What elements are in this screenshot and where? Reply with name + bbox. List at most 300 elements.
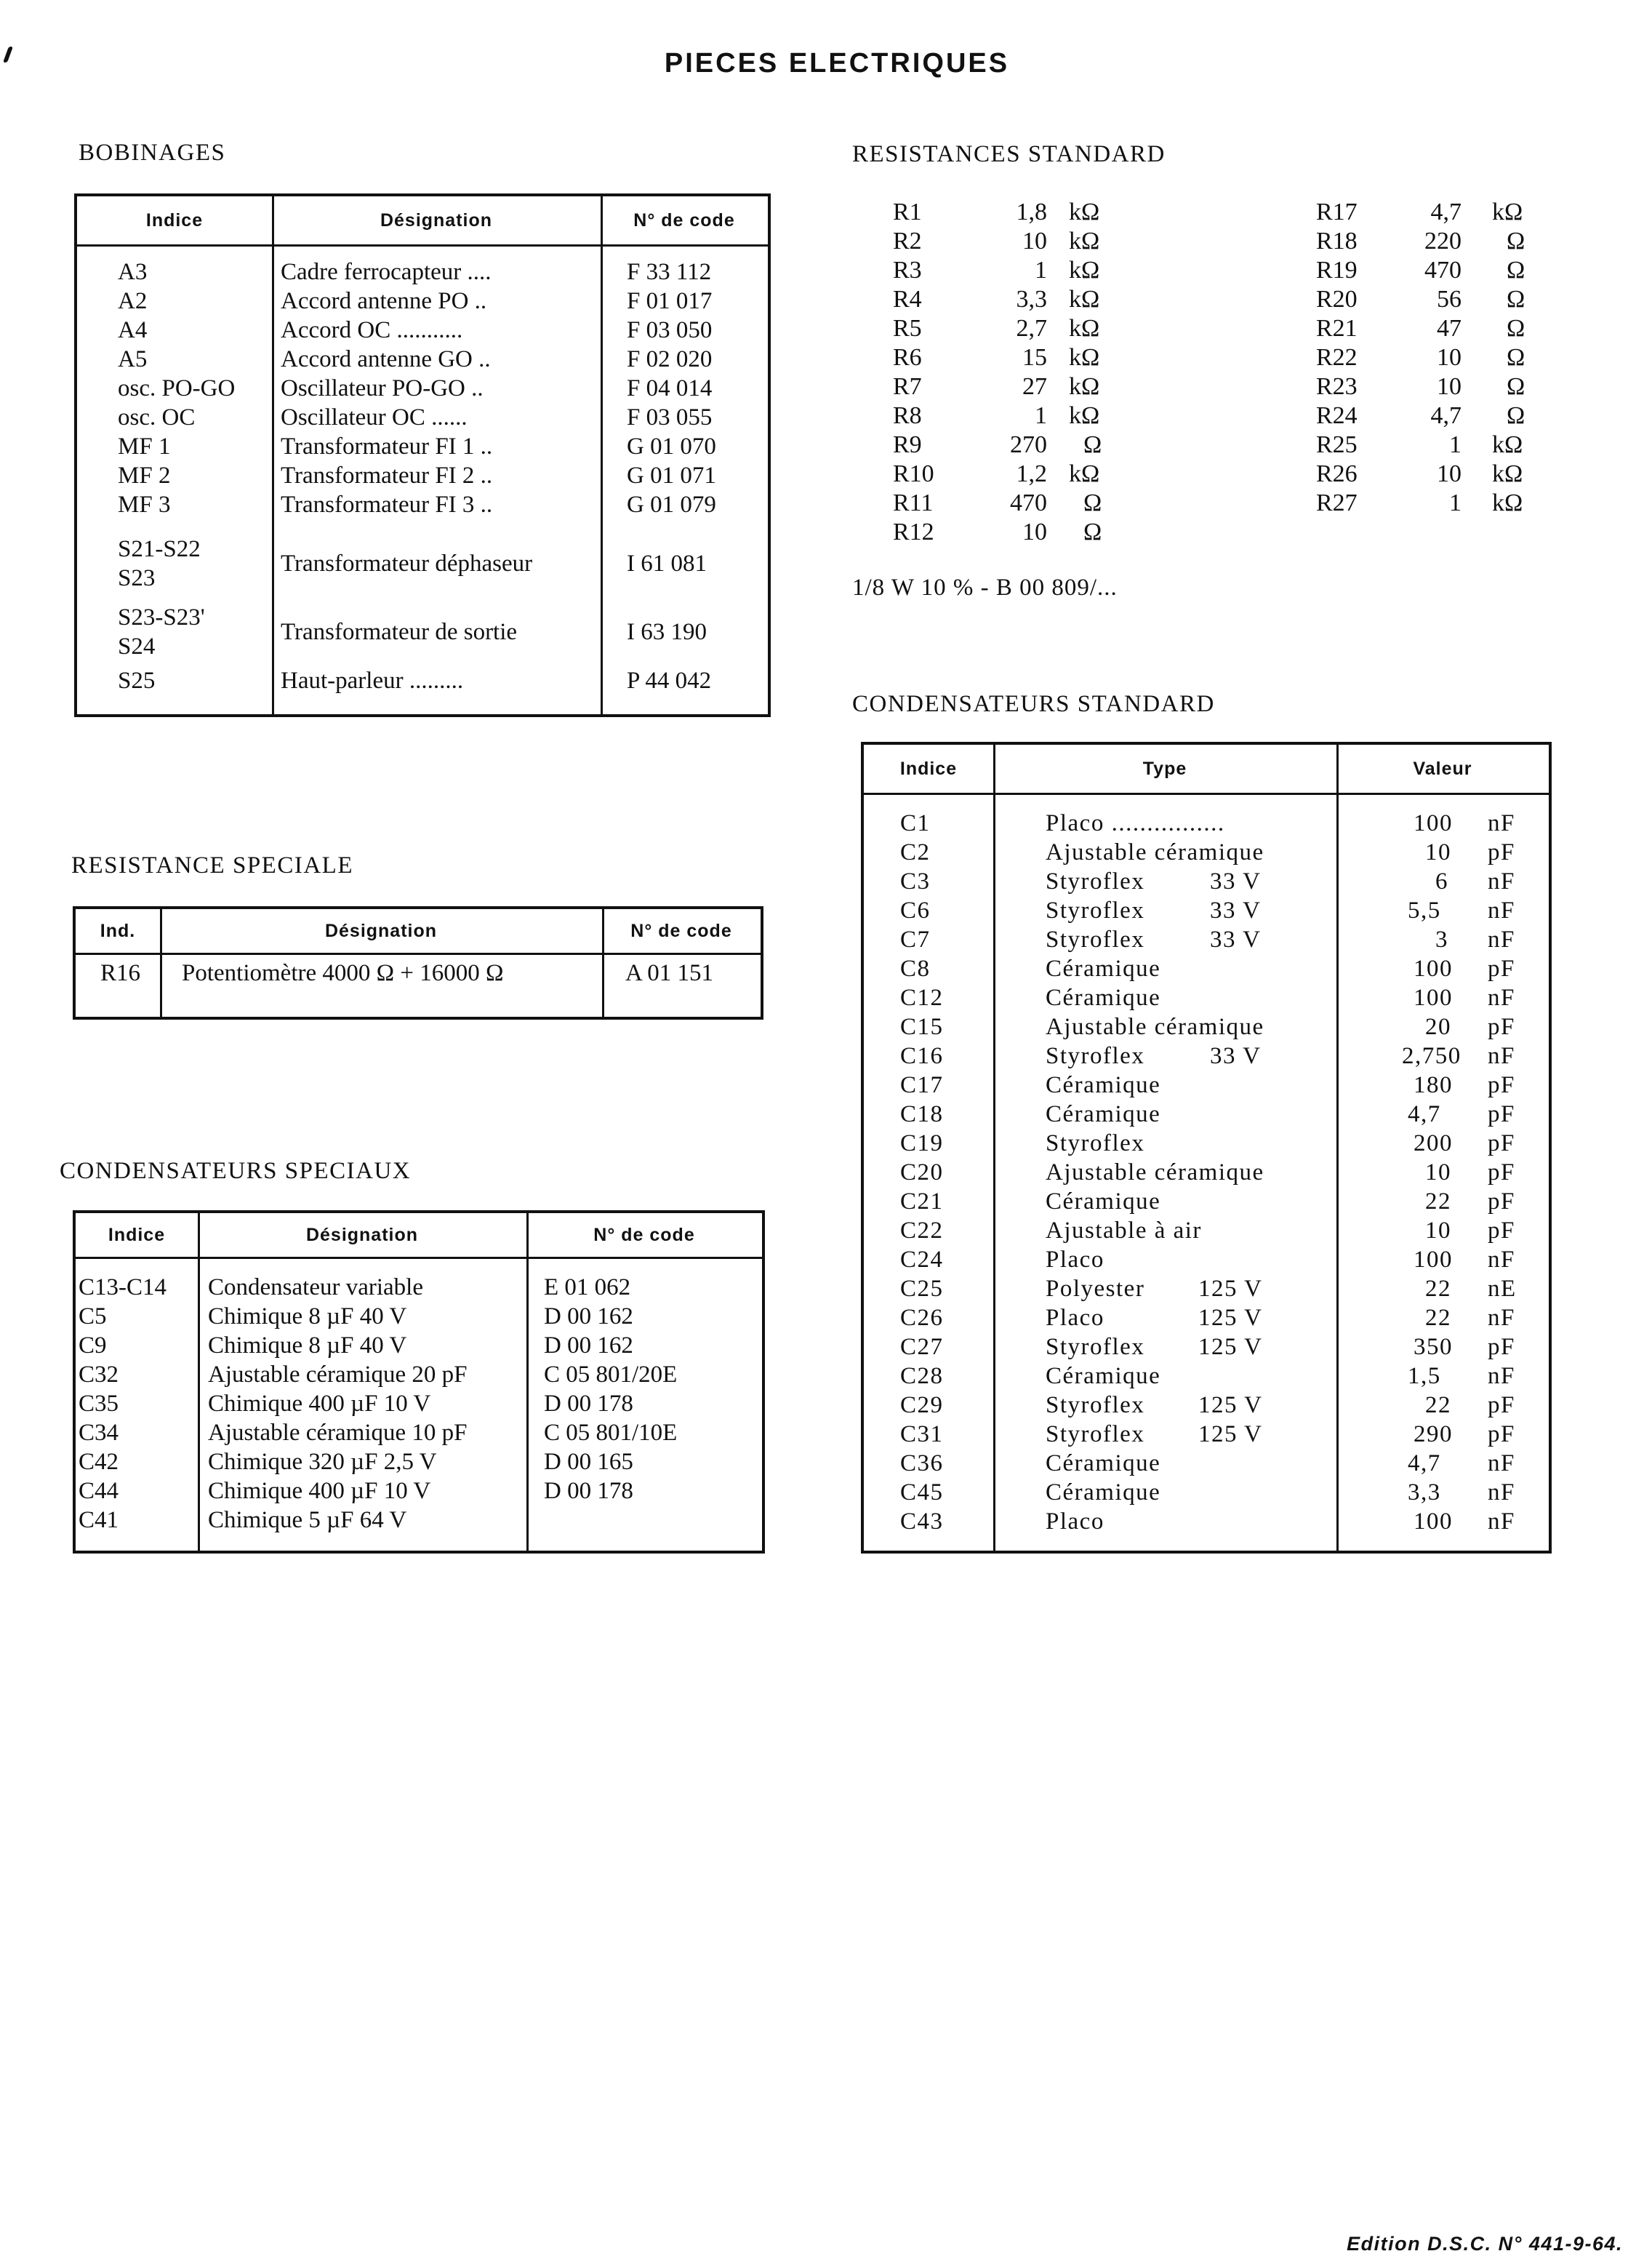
table-row	[76, 1447, 762, 1476]
column-header: Désignation	[380, 210, 493, 231]
designation-cell	[208, 1302, 406, 1331]
table-row	[864, 1129, 1549, 1158]
resistor-ref: R9	[893, 431, 922, 458]
voltage-cell: 33 V	[1210, 868, 1262, 895]
indice-text: S23	[118, 565, 156, 591]
resistor-ref: R3	[893, 257, 922, 284]
value-cell: 10	[1425, 1218, 1451, 1244]
indice-cell: C25	[900, 1276, 944, 1302]
resistor-ref: R10	[893, 460, 934, 487]
type-cell: Ajustable à air	[1046, 1218, 1202, 1244]
voltage-cell: 33 V	[1210, 927, 1262, 953]
resistor-ref: R1	[893, 199, 922, 225]
designation-cell	[208, 1447, 437, 1476]
table-row	[864, 1216, 1549, 1245]
table-row	[864, 1274, 1549, 1303]
unit-cell: nF	[1488, 810, 1515, 836]
condensateurs-speciaux-table	[73, 1210, 765, 1554]
resistor-item	[0, 343, 1652, 372]
type-cell: Styroflex	[1046, 897, 1145, 924]
designation-text: Chimique 8 µF 40 V	[208, 1332, 407, 1359]
resistor-unit: Ω	[1507, 228, 1525, 255]
voltage-cell: 33 V	[1210, 1043, 1262, 1069]
indice-cell	[79, 1447, 119, 1476]
resistor-value: 10	[1022, 228, 1047, 255]
unit-cell: nE	[1488, 1276, 1517, 1302]
indice-cell: C22	[900, 1218, 944, 1244]
value-cell: 100	[1414, 956, 1453, 982]
resistor-unit: kΩ	[1069, 199, 1100, 225]
type-cell: Céramique	[1046, 956, 1161, 982]
resistor-ref: R6	[893, 344, 922, 371]
header-divider	[76, 953, 761, 955]
unit-cell: pF	[1488, 1101, 1515, 1127]
resistor-ref: R19	[1316, 257, 1358, 284]
value-cell: 20	[1425, 1014, 1451, 1040]
resistor-value: 470	[1010, 489, 1047, 516]
indice-text: S21-S22	[118, 536, 201, 562]
table-row	[864, 1449, 1549, 1478]
designation-text: Cadre ferrocapteur ....	[281, 259, 492, 285]
type-cell: Styroflex	[1046, 1421, 1145, 1447]
resistor-ref: R23	[1316, 373, 1358, 400]
table-row	[864, 1012, 1549, 1041]
unit-cell: pF	[1488, 1218, 1515, 1244]
unit-cell: pF	[1488, 1014, 1515, 1040]
indice-text: R16	[100, 960, 141, 986]
resistor-unit: Ω	[1507, 402, 1525, 429]
designation-text: Chimique 320 µF 2,5 V	[208, 1449, 437, 1475]
code-cell	[544, 1273, 630, 1302]
indice-cell	[79, 1389, 119, 1418]
resistor-unit: kΩ	[1069, 228, 1100, 255]
code-text: C 05 801/20E	[544, 1362, 678, 1388]
unit-cell: nF	[1488, 868, 1515, 895]
designation-cell	[208, 1418, 468, 1447]
resistor-unit: Ω	[1083, 519, 1102, 545]
resistor-unit: Ω	[1083, 489, 1102, 516]
indice-cell	[100, 959, 140, 988]
resistor-item	[0, 431, 1652, 460]
resistance-speciale-heading: RESISTANCE SPECIALE	[71, 852, 353, 879]
unit-cell: pF	[1488, 1072, 1515, 1098]
code-text: F 03 055	[627, 404, 713, 431]
type-cell: Ajustable céramique	[1046, 839, 1264, 865]
unit-cell: nF	[1488, 985, 1515, 1011]
code-cell	[627, 598, 707, 666]
value-cell: 22	[1425, 1392, 1451, 1418]
code-text: D 00 178	[544, 1391, 633, 1417]
type-cell: Styroflex	[1046, 1130, 1145, 1156]
table-row	[864, 1478, 1549, 1507]
resistances-note: 1/8 W 10 % - B 00 809/...	[852, 575, 1118, 601]
code-text: D 00 165	[544, 1449, 633, 1475]
resistor-ref: R27	[1316, 489, 1358, 516]
indice-text: osc. OC	[118, 404, 196, 431]
code-text: D 00 162	[544, 1303, 633, 1330]
code-cell	[544, 1302, 633, 1331]
type-cell: Ajustable céramique	[1046, 1159, 1264, 1186]
unit-cell: pF	[1488, 1188, 1515, 1215]
resistor-value: 1,8	[1016, 199, 1047, 225]
resistor-value: 15	[1022, 344, 1047, 371]
code-text: F 03 050	[627, 317, 713, 343]
edition-footer: Edition D.S.C. N° 441-9-64.	[1347, 2233, 1623, 2255]
column-header: Indice	[108, 1225, 166, 1245]
resistor-ref: R21	[1316, 315, 1358, 342]
indice-cell	[79, 1506, 119, 1535]
resistor-ref: R8	[893, 402, 922, 429]
type-cell: Polyester	[1046, 1276, 1145, 1302]
table-row	[864, 1100, 1549, 1129]
resistor-item	[0, 460, 1652, 489]
condensateurs-speciaux-heading: CONDENSATEURS SPECIAUX	[60, 1158, 412, 1184]
code-text: G 01 079	[627, 492, 716, 518]
type-cell: Styroflex	[1046, 927, 1145, 953]
resistor-unit: kΩ	[1492, 489, 1523, 516]
indice-text: A3	[118, 259, 148, 285]
unit-cell: pF	[1488, 1392, 1515, 1418]
resistor-unit: kΩ	[1069, 344, 1100, 371]
resistor-item	[0, 401, 1652, 431]
value-cell: 290	[1414, 1421, 1453, 1447]
value-cell: 10	[1425, 1159, 1451, 1186]
table-row	[864, 896, 1549, 925]
type-cell: Céramique	[1046, 1101, 1161, 1127]
resistor-item	[0, 198, 1652, 227]
designation-text: Ajustable céramique 20 pF	[208, 1362, 468, 1388]
indice-text: C9	[79, 1332, 107, 1359]
resistor-ref: R22	[1316, 344, 1358, 371]
code-text: G 01 071	[627, 463, 716, 489]
designation-text: Chimique 8 µF 40 V	[208, 1303, 407, 1330]
indice-text: C5	[79, 1303, 107, 1330]
resistor-value: 4,7	[1430, 199, 1461, 225]
resistor-value: 2,7	[1016, 315, 1047, 342]
resistor-item	[0, 372, 1652, 401]
indice-text: C34	[79, 1420, 119, 1446]
resistor-unit: kΩ	[1492, 199, 1523, 225]
indice-cell	[79, 1476, 119, 1506]
code-text: F 01 017	[627, 288, 713, 314]
designation-cell	[208, 1476, 430, 1506]
resistor-ref: R2	[893, 228, 922, 255]
resistance-speciale-table	[73, 906, 763, 1020]
value-cell: 5,5	[1408, 897, 1441, 924]
indice-text: C41	[79, 1507, 119, 1533]
designation-cell	[208, 1360, 468, 1389]
type-cell: Céramique	[1046, 1363, 1161, 1389]
indice-text: C44	[79, 1478, 119, 1504]
unit-cell: nF	[1488, 897, 1515, 924]
resistor-value: 10	[1437, 344, 1461, 371]
unit-cell: nF	[1488, 927, 1515, 953]
value-cell: 4,7	[1408, 1450, 1441, 1476]
value-cell: 100	[1414, 810, 1453, 836]
indice-text: A2	[118, 288, 148, 314]
indice-cell: C2	[900, 839, 931, 865]
type-cell: Styroflex	[1046, 1392, 1145, 1418]
resistor-value: 10	[1437, 373, 1461, 400]
designation-text: Transformateur FI 3 ..	[281, 492, 493, 518]
resistor-item	[0, 314, 1652, 343]
designation-cell	[208, 1506, 406, 1535]
indice-cell: C6	[900, 897, 931, 924]
indice-text: C35	[79, 1391, 119, 1417]
indice-text: MF 3	[118, 492, 171, 518]
value-cell: 22	[1425, 1305, 1451, 1331]
resistor-item	[0, 518, 1652, 547]
code-text: I 63 190	[627, 619, 707, 645]
type-cell: Styroflex	[1046, 1043, 1145, 1069]
indice-text: C42	[79, 1449, 119, 1475]
indice-cell: C29	[900, 1392, 944, 1418]
indice-cell: C15	[900, 1014, 944, 1040]
resistor-item	[0, 227, 1652, 256]
designation-cell	[281, 598, 517, 666]
designation-cell	[208, 1389, 430, 1418]
value-cell: 2,750	[1402, 1043, 1461, 1069]
voltage-cell: 125 V	[1198, 1334, 1263, 1360]
code-text: D 00 162	[544, 1332, 633, 1359]
resistor-unit: Ω	[1507, 373, 1525, 400]
designation-cell	[208, 1331, 406, 1360]
designation-text: Chimique 400 µF 10 V	[208, 1478, 431, 1504]
column-header: Indice	[145, 210, 204, 231]
type-cell: Céramique	[1046, 985, 1161, 1011]
unit-cell: pF	[1488, 839, 1515, 865]
designation-text: Transformateur de sortie	[281, 619, 518, 645]
type-cell: Céramique	[1046, 1188, 1161, 1215]
resistor-unit: Ω	[1083, 431, 1102, 458]
designation-text: Ajustable céramique 10 pF	[208, 1420, 468, 1446]
table-row	[76, 1302, 762, 1331]
resistor-value: 470	[1424, 257, 1461, 284]
resistor-value: 1	[1449, 489, 1461, 516]
resistor-ref: R7	[893, 373, 922, 400]
resistor-value: 56	[1437, 286, 1461, 313]
type-cell: Céramique	[1046, 1479, 1161, 1506]
indice-cell: C28	[900, 1363, 944, 1389]
indice-text: A5	[118, 346, 148, 372]
table-row	[76, 1418, 762, 1447]
indice-text: MF 1	[118, 433, 171, 460]
indice-cell: C8	[900, 956, 931, 982]
indice-cell: C7	[900, 927, 931, 953]
resistor-unit: kΩ	[1069, 315, 1100, 342]
code-cell	[544, 1447, 633, 1476]
resistor-unit: Ω	[1507, 344, 1525, 371]
column-header: N° de code	[630, 921, 732, 941]
resistor-ref: R11	[893, 489, 934, 516]
indice-cell: C17	[900, 1072, 944, 1098]
resistor-ref: R20	[1316, 286, 1358, 313]
value-cell: 1,5	[1408, 1363, 1441, 1389]
resistor-ref: R24	[1316, 402, 1358, 429]
designation-cell	[208, 1273, 423, 1302]
value-cell: 22	[1425, 1188, 1451, 1215]
designation-cell	[182, 959, 504, 988]
indice-cell: C12	[900, 985, 944, 1011]
resistor-unit: kΩ	[1492, 431, 1523, 458]
value-cell: 180	[1414, 1072, 1453, 1098]
resistor-value: 10	[1022, 519, 1047, 545]
table-row	[864, 1420, 1549, 1449]
type-cell: Placo	[1046, 1508, 1104, 1535]
indice-cell: C43	[900, 1508, 944, 1535]
table-row	[864, 1245, 1549, 1274]
indice-text: A4	[118, 317, 148, 343]
code-text: A 01 151	[625, 960, 714, 986]
indice-cell: C45	[900, 1479, 944, 1506]
indice-text: MF 2	[118, 463, 171, 489]
indice-text: osc. PO-GO	[118, 375, 236, 401]
table-row	[864, 1507, 1549, 1536]
resistor-unit: kΩ	[1069, 257, 1100, 284]
code-text: F 02 020	[627, 346, 713, 372]
resistor-unit: kΩ	[1069, 402, 1100, 429]
indice-cell	[79, 1273, 167, 1302]
table-row	[76, 1476, 762, 1506]
resistor-value: 1,2	[1016, 460, 1047, 487]
code-text: F 04 014	[627, 375, 713, 401]
designation-text: Transformateur déphaseur	[281, 551, 533, 577]
value-cell: 3,3	[1408, 1479, 1441, 1506]
resistor-item	[0, 256, 1652, 285]
column-header: Type	[1142, 759, 1187, 779]
type-cell: Styroflex	[1046, 868, 1145, 895]
indice-cell	[79, 1302, 107, 1331]
voltage-cell: 125 V	[1198, 1421, 1263, 1447]
designation-text: Oscillateur OC ......	[281, 404, 468, 431]
indice-cell: C18	[900, 1101, 944, 1127]
unit-cell: nF	[1488, 1508, 1515, 1535]
value-cell: 100	[1414, 1247, 1453, 1273]
resistor-item	[0, 285, 1652, 314]
resistor-unit: kΩ	[1492, 460, 1523, 487]
indice-text: S25	[118, 668, 156, 694]
table-row	[864, 1041, 1549, 1071]
table-row	[864, 1071, 1549, 1100]
value-cell: 200	[1414, 1130, 1453, 1156]
table-row	[76, 1360, 762, 1389]
indice-text: C13-C14	[79, 1274, 167, 1300]
indice-cell	[79, 1331, 107, 1360]
code-cell	[544, 1360, 677, 1389]
table-row	[864, 954, 1549, 983]
resistor-ref: R25	[1316, 431, 1358, 458]
designation-text: Chimique 400 µF 10 V	[208, 1391, 431, 1417]
value-cell: 22	[1425, 1276, 1451, 1302]
resistor-unit: Ω	[1507, 257, 1525, 284]
column-header: Désignation	[324, 921, 438, 941]
unit-cell: pF	[1488, 1421, 1515, 1447]
table-row	[864, 838, 1549, 867]
designation-text: Transformateur FI 1 ..	[281, 433, 493, 460]
indice-text: S24	[118, 633, 156, 660]
code-cell	[544, 1418, 677, 1447]
value-cell: 6	[1435, 868, 1448, 895]
resistor-unit: Ω	[1507, 315, 1525, 342]
code-cell	[544, 1476, 633, 1506]
indice-cell: C26	[900, 1305, 944, 1331]
value-cell: 100	[1414, 1508, 1453, 1535]
indice-cell	[79, 1418, 119, 1447]
designation-text: Potentiomètre 4000 Ω + 16000 Ω	[182, 960, 504, 986]
value-cell: 3	[1435, 927, 1448, 953]
table-row	[864, 1362, 1549, 1391]
indice-cell: C21	[900, 1188, 944, 1215]
unit-cell: pF	[1488, 956, 1515, 982]
resistor-ref: R12	[893, 519, 934, 545]
resistor-unit: Ω	[1507, 286, 1525, 313]
indice-cell: C16	[900, 1043, 944, 1069]
table-row	[864, 1158, 1549, 1187]
unit-cell: nF	[1488, 1305, 1515, 1331]
condensateurs-standard-heading: CONDENSATEURS STANDARD	[852, 691, 1215, 717]
resistor-value: 1	[1035, 257, 1047, 284]
designation-cell	[281, 666, 463, 695]
unit-cell: nF	[1488, 1043, 1515, 1069]
table-row	[864, 1391, 1549, 1420]
indice-cell: C19	[900, 1130, 944, 1156]
type-cell: Placo	[1046, 1305, 1104, 1331]
code-text: C 05 801/10E	[544, 1420, 678, 1446]
table-row	[77, 598, 768, 666]
type-cell: Placo ................	[1046, 810, 1225, 836]
unit-cell: nF	[1488, 1479, 1515, 1506]
table-row	[76, 1273, 762, 1302]
resistor-value: 10	[1437, 460, 1461, 487]
designation-text: Transformateur FI 2 ..	[281, 463, 493, 489]
resistor-ref: R5	[893, 315, 922, 342]
designation-text: Chimique 5 µF 64 V	[208, 1507, 407, 1533]
code-text: F 33 112	[627, 259, 712, 285]
table-row	[864, 867, 1549, 896]
resistances-standard-heading: RESISTANCES STANDARD	[852, 141, 1166, 167]
indice-cell: C36	[900, 1450, 944, 1476]
column-header: Indice	[899, 759, 958, 779]
resistor-value: 47	[1437, 315, 1461, 342]
code-text: G 01 070	[627, 433, 716, 460]
value-cell: 10	[1425, 839, 1451, 865]
table-row	[76, 1331, 762, 1360]
code-text: I 61 081	[627, 551, 707, 577]
designation-text: Accord antenne PO ..	[281, 288, 487, 314]
code-cell	[544, 1389, 633, 1418]
unit-cell: pF	[1488, 1130, 1515, 1156]
table-row	[864, 1187, 1549, 1216]
bobinages-heading: BOBINAGES	[79, 140, 226, 166]
resistor-value: 4,7	[1430, 402, 1461, 429]
voltage-cell: 125 V	[1198, 1276, 1263, 1302]
value-cell: 100	[1414, 985, 1453, 1011]
resistor-value: 3,3	[1016, 286, 1047, 313]
column-header: Désignation	[305, 1225, 419, 1245]
resistor-value: 1	[1035, 402, 1047, 429]
indice-cell: C31	[900, 1421, 944, 1447]
resistor-unit: kΩ	[1069, 460, 1100, 487]
resistor-ref: R4	[893, 286, 922, 313]
code-text: E 01 062	[544, 1274, 631, 1300]
resistor-unit: kΩ	[1069, 286, 1100, 313]
code-text: D 00 178	[544, 1478, 633, 1504]
resistor-value: 270	[1010, 431, 1047, 458]
voltage-cell: 33 V	[1210, 897, 1262, 924]
header-divider	[864, 793, 1549, 795]
unit-cell: pF	[1488, 1334, 1515, 1360]
resistor-ref: R18	[1316, 228, 1358, 255]
